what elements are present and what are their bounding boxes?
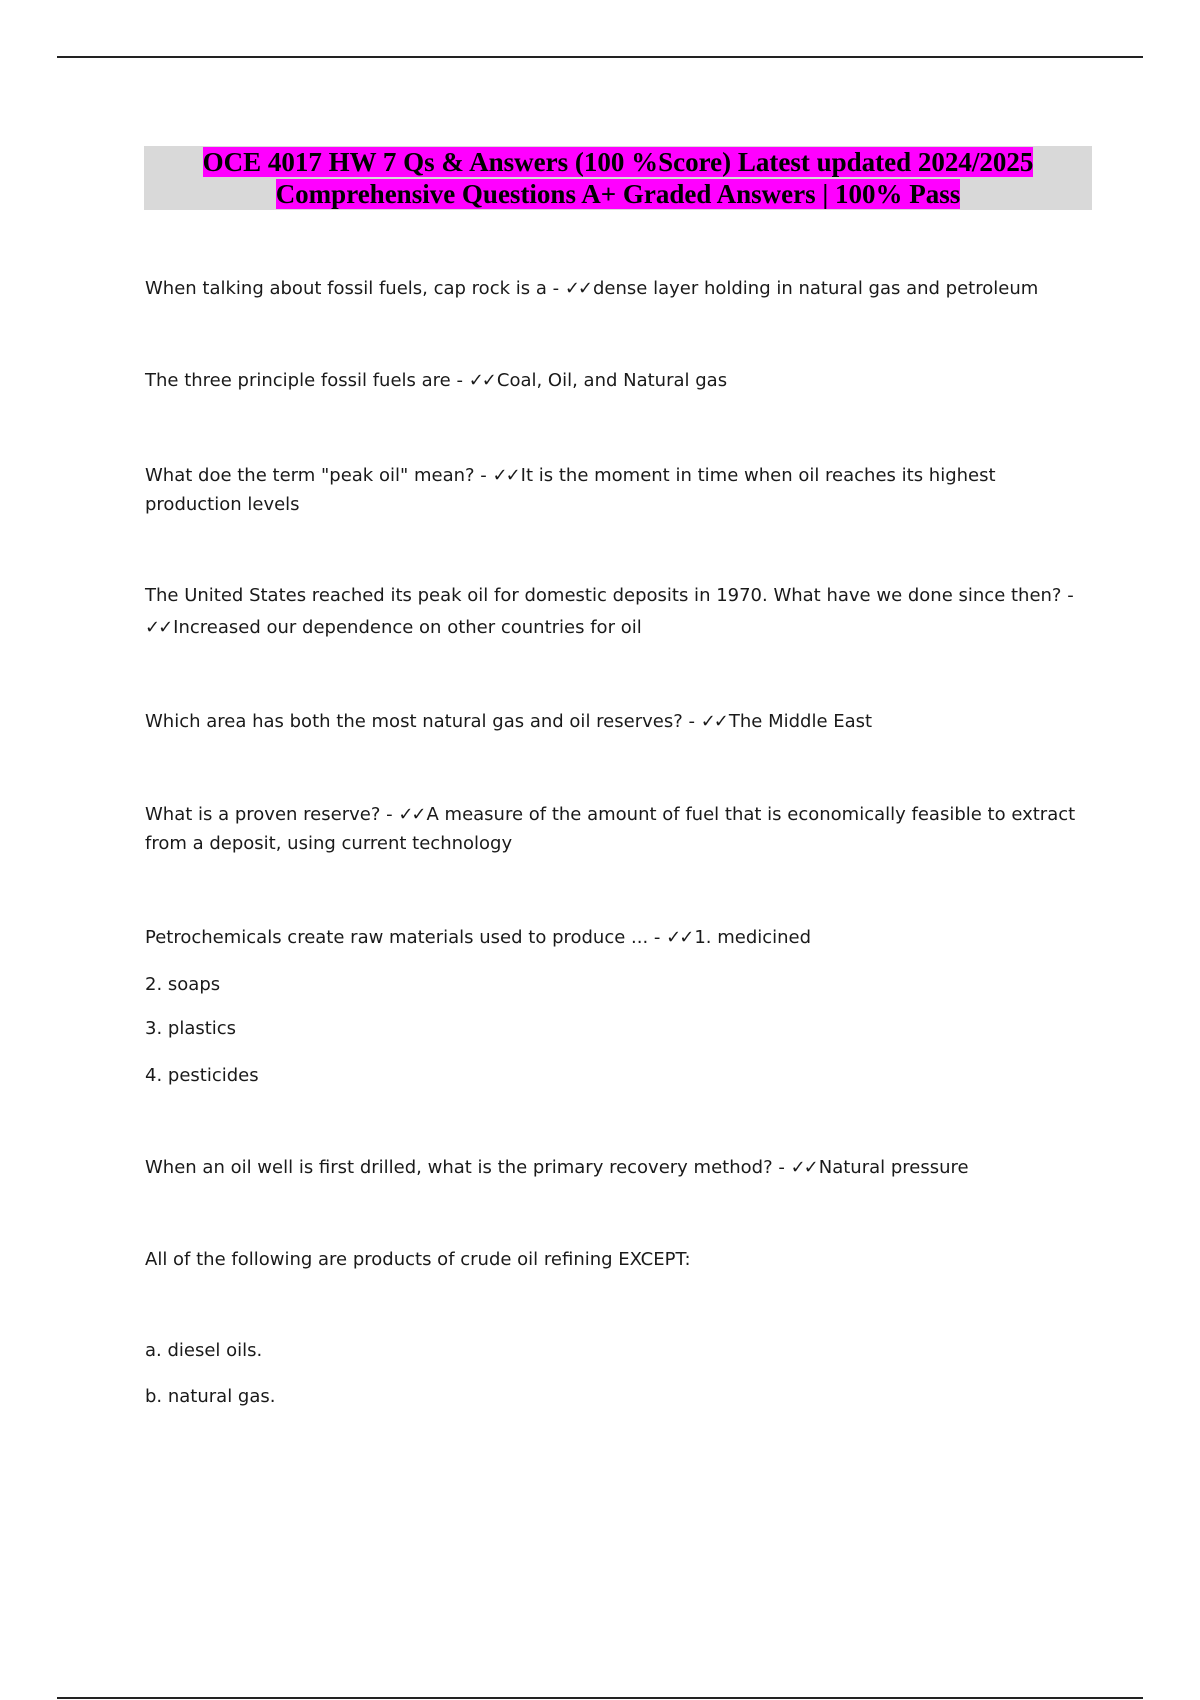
question-text: The three principle fossil fuels are - [145, 370, 469, 391]
title-line-1: OCE 4017 HW 7 Qs & Answers (100 %Score) Latest updated 2024/2025 [202, 147, 1034, 177]
question-text: When talking about fossil fuels, cap rock is a - [145, 278, 565, 299]
answer-text: Increased our dependence on other countries for oil [173, 617, 642, 638]
title-banner [144, 146, 1092, 210]
qa-item [145, 461, 1095, 519]
answer-text: It is the moment in time when oil reaches its highest production levels [145, 465, 996, 515]
check-icon: ✓✓ [468, 370, 495, 391]
question-text: Petrochemicals create raw materials used to produce ... - [145, 927, 667, 948]
title-line-2: Comprehensive Questions A+ Graded Answers | 100% Pass [275, 179, 961, 209]
check-icon: ✓✓ [564, 278, 591, 299]
question-text: The United States reached its peak oil for domestic deposits in 1970. What have we done since then? - [145, 585, 1074, 606]
option-item: b. natural gas. [145, 1386, 276, 1407]
check-icon: ✓✓ [492, 465, 519, 486]
check-icon: ✓✓ [666, 927, 693, 948]
qa-item [145, 800, 1095, 858]
question-text: What doe the term "peak oil" mean? - [145, 465, 493, 486]
option-item: a. diesel oils. [145, 1340, 263, 1361]
qa-item [145, 923, 1095, 952]
qa-item [145, 580, 1095, 644]
qa-item [145, 274, 1095, 303]
qa-item [145, 707, 1095, 736]
question-text: What is a proven reserve? - [145, 804, 399, 825]
answer-text: Natural pressure [818, 1157, 969, 1178]
answer-text: A measure of the amount of fuel that is economically feasible to extract from a deposit, using current technology [145, 804, 1076, 854]
question-except: All of the following are products of crude oil refining EXCEPT: [145, 1249, 691, 1270]
answer-text: Coal, Oil, and Natural gas [496, 370, 728, 391]
list-item: 3. plastics [145, 1018, 237, 1039]
qa-item [145, 366, 1095, 395]
top-rule [57, 56, 1143, 58]
list-item: 2. soaps [145, 974, 221, 995]
answer-text: dense layer holding in natural gas and petroleum [592, 278, 1039, 299]
check-icon: ✓✓ [700, 711, 727, 732]
qa-item [145, 1153, 1095, 1182]
question-text: When an oil well is first drilled, what is the primary recovery method? - [145, 1157, 791, 1178]
list-item: 4. pesticides [145, 1065, 259, 1086]
check-icon: ✓✓ [790, 1157, 817, 1178]
question-text: Which area has both the most natural gas and oil reserves? - [145, 711, 701, 732]
check-icon: ✓✓ [398, 804, 425, 825]
check-icon: ✓✓ [145, 617, 172, 638]
bottom-rule [57, 1697, 1143, 1699]
answer-text: 1. medicined [694, 927, 812, 948]
answer-text: The Middle East [728, 711, 873, 732]
